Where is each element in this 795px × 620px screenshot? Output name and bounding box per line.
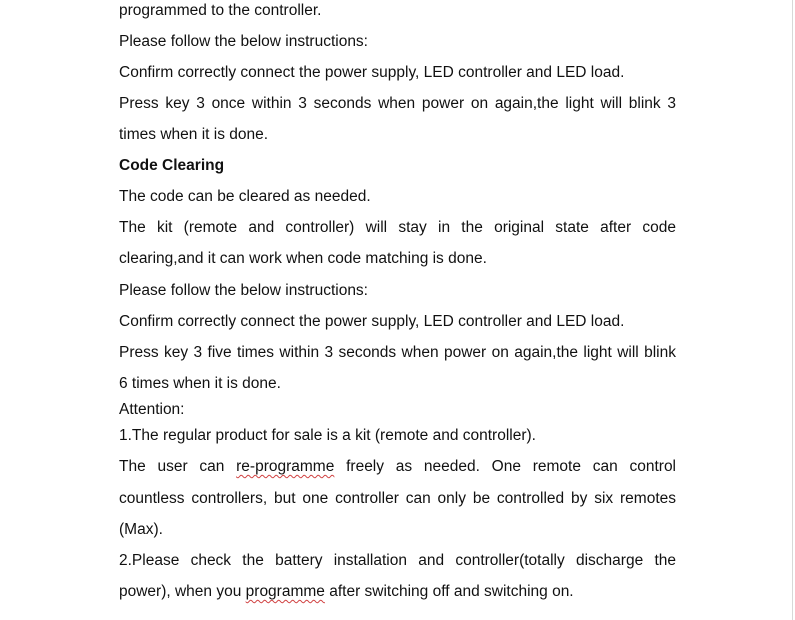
text-line: programmed to the controller.: [119, 2, 322, 19]
text-line: The kit (remote and controller) will stay in the original state after code: [119, 219, 676, 236]
text-line: Confirm correctly connect the power supply, LED controller and LED load.: [119, 313, 625, 330]
text-segment: after switching off and switching on.: [324, 583, 574, 600]
text-segment: The user can: [119, 458, 237, 475]
text-line: 2.Please check the battery installation and controller(totally discharge the: [119, 552, 676, 569]
text-line: [119, 457, 676, 477]
text-segment: freely as needed. One remote can control: [334, 458, 677, 475]
text-line: clearing,and it can work when code matching is done.: [119, 250, 487, 267]
text-line: countless controllers, but one controller can only be controlled by six remotes: [119, 490, 676, 507]
text-line: (Max).: [119, 521, 163, 538]
text-line: Confirm correctly connect the power supply, LED controller and LED load.: [119, 64, 625, 81]
text-line: Please follow the below instructions:: [119, 33, 368, 50]
text-line: 1.The regular product for sale is a kit (remote and controller).: [119, 427, 536, 444]
spellcheck-word: re-programme: [236, 458, 335, 475]
text-line: Press key 3 five times within 3 seconds when power on again,the light will blink: [119, 344, 676, 361]
text-line: The code can be cleared as needed.: [119, 188, 371, 205]
text-line: 6 times when it is done.: [119, 375, 281, 392]
text-line: [119, 582, 676, 602]
page-edge: [792, 0, 793, 620]
text-segment: power), when you: [119, 583, 246, 600]
text-line: times when it is done.: [119, 126, 269, 143]
spellcheck-word: programme: [245, 583, 325, 600]
section-heading: Code Clearing: [119, 157, 225, 174]
text-line: Press key 3 once within 3 seconds when power on again,the light will blink 3: [119, 95, 676, 112]
text-line: Attention:: [119, 401, 185, 418]
text-line: Please follow the below instructions:: [119, 282, 368, 299]
